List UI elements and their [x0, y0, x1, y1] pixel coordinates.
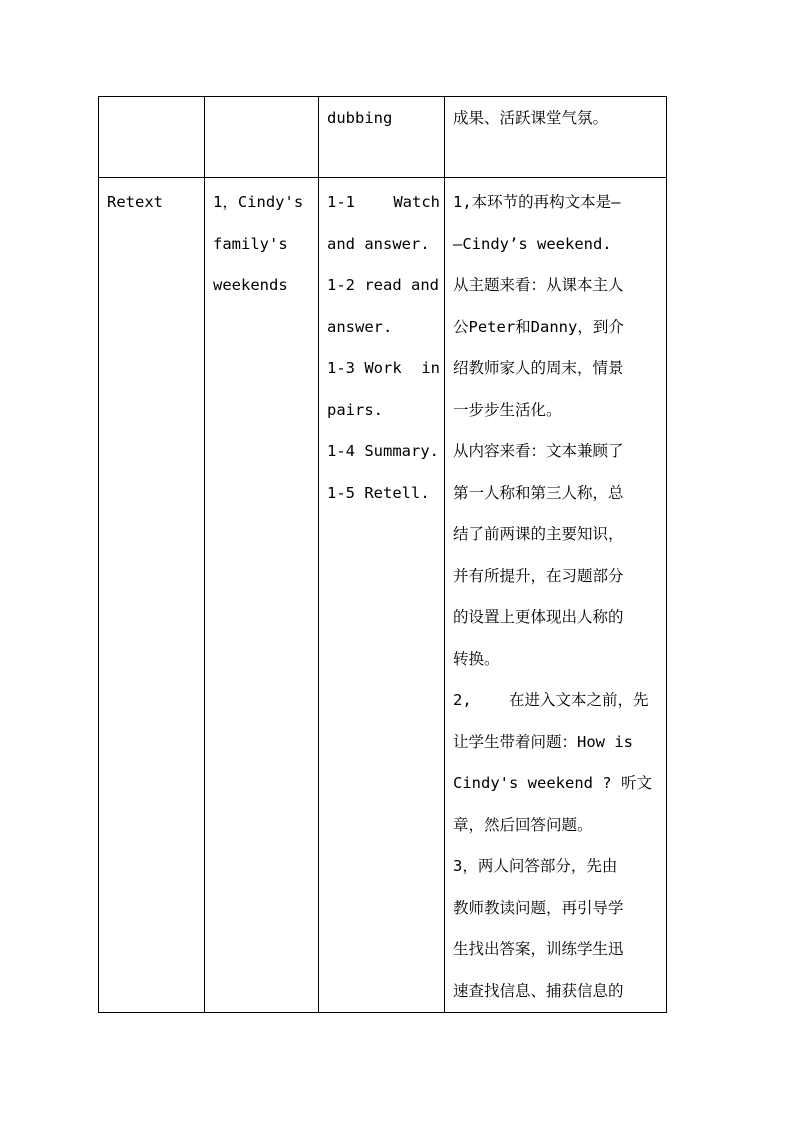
purpose-line: Cindy's weekend ? 听文	[453, 774, 652, 792]
purpose-text	[445, 178, 666, 1012]
purpose-line: 生找出答案，训练学生迅	[453, 940, 624, 958]
activity-line: pairs.	[327, 400, 383, 419]
activity-line: 1-4 Summary.	[327, 442, 439, 460]
stage-text: Retext	[107, 193, 163, 211]
purpose-line: 并有所提升，在习题部分	[453, 566, 624, 585]
purpose-line: 章，然后回答问题。	[453, 815, 593, 834]
purpose-line: 转换。	[453, 649, 500, 668]
purpose-line: 一步步生活化。	[453, 400, 562, 419]
purpose-line: 3，两人问答部分，先由	[453, 857, 618, 875]
cell-activity	[319, 97, 445, 178]
cell-purpose	[445, 178, 667, 1013]
lesson-plan-table	[98, 96, 667, 1013]
activity-line: 1-1 Watch	[327, 193, 440, 211]
activity-text: dubbing	[327, 109, 393, 127]
cell-stage	[99, 178, 205, 1013]
cell-stage	[99, 97, 205, 178]
purpose-line: —Cindy’s weekend.	[453, 234, 612, 253]
activity-line: 1-2 read and	[327, 276, 439, 294]
purpose-line: 1,本环节的再构文本是—	[453, 193, 621, 211]
cell-purpose	[445, 97, 667, 178]
cell-content	[205, 178, 319, 1013]
purpose-line: 公Peter和Danny，到介	[453, 317, 624, 336]
purpose-line: 第一人称和第三人称，总	[453, 483, 624, 502]
content-line: 1，Cindy's	[213, 193, 304, 211]
table-row	[99, 97, 667, 178]
activity-line: 1-3 Work in	[327, 359, 440, 377]
content-line: family's	[213, 234, 288, 253]
cell-content	[205, 97, 319, 178]
purpose-line: 2, 在进入文本之前，先	[453, 691, 649, 709]
cell-activity	[319, 178, 445, 1013]
purpose-line: 从内容来看：文本兼顾了	[453, 442, 624, 460]
activity-line: and answer.	[327, 234, 430, 253]
activity-text	[319, 178, 444, 514]
purpose-line: 速查找信息、捕获信息的	[453, 981, 624, 1000]
purpose-line: 结了前两课的主要知识，	[453, 525, 624, 543]
activity-line: 1-5 Retell.	[327, 483, 430, 502]
content-line: weekends	[213, 276, 288, 294]
purpose-line: 从主题来看：从课本主人	[453, 276, 624, 294]
content-text	[205, 178, 318, 307]
purpose-line: 绍教师家人的周末，情景	[453, 359, 624, 377]
purpose-line: 的设置上更体现出人称的	[453, 608, 624, 626]
purpose-text: 成果、活跃课堂气氛。	[453, 109, 609, 127]
table-row	[99, 178, 667, 1013]
activity-line: answer.	[327, 317, 393, 336]
purpose-line: 让学生带着问题：How is	[453, 732, 633, 751]
purpose-line: 教师教读问题，再引导学	[453, 898, 624, 917]
